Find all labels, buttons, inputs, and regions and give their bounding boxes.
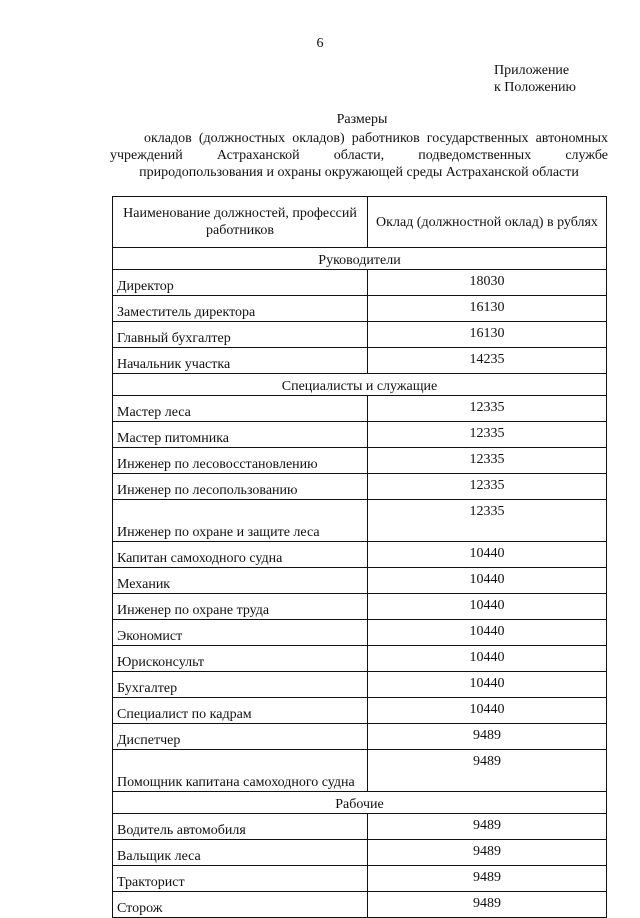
position-name: Специалист по кадрам [113,698,368,724]
position-name: Вальщик леса [113,840,368,866]
position-name: Инженер по лесовосстановлению [113,448,368,474]
table-row [113,322,607,348]
position-name: Механик [113,568,368,594]
salary-value: 10440 [368,568,607,594]
section-title: Специалисты и служащие [113,374,607,396]
table-row [113,422,607,448]
column-header-position: Наименование должностей, профессий работников [113,197,368,248]
position-name: Бухгалтер [113,672,368,698]
salary-value: 10440 [368,698,607,724]
position-name: Мастер леса [113,396,368,422]
table-row [113,866,607,892]
section-row [113,248,607,270]
table-row [113,646,607,672]
table-row [113,724,607,750]
section-row [113,374,607,396]
salary-value: 9489 [368,866,607,892]
salary-value: 12335 [368,396,607,422]
table-row [113,500,607,542]
salary-table [112,196,607,918]
position-name: Инженер по охране труда [113,594,368,620]
salary-value: 9489 [368,724,607,750]
table-row [113,620,607,646]
salary-value: 12335 [368,448,607,474]
section-title: Руководители [113,248,607,270]
salary-value: 14235 [368,348,607,374]
position-name: Начальник участка [113,348,368,374]
position-name: Водитель автомобиля [113,814,368,840]
table-row [113,396,607,422]
position-name: Тракторист [113,866,368,892]
salary-value: 10440 [368,594,607,620]
section-row [113,792,607,814]
table-row [113,814,607,840]
salary-value: 12335 [368,500,607,542]
table-header-row [113,197,607,248]
document-title: Размеры [336,112,388,127]
salary-value: 10440 [368,672,607,698]
position-name: Заместитель директора [113,296,368,322]
table-row [113,270,607,296]
salary-value: 10440 [368,620,607,646]
salary-value: 18030 [368,270,607,296]
salary-value: 16130 [368,322,607,348]
table-row [113,750,607,792]
table-body [113,248,607,918]
table-row [113,448,607,474]
table-row [113,296,607,322]
salary-value: 9489 [368,814,607,840]
salary-value: 9489 [368,892,607,918]
column-header-salary: Оклад (должностной оклад) в рублях [368,197,607,248]
salary-value: 10440 [368,542,607,568]
page-number: 6 [316,36,324,51]
position-name: Инженер по охране и защите леса [113,500,368,542]
position-name: Помощник капитана самоходного судна [113,750,368,792]
table-row [113,840,607,866]
table-row [113,672,607,698]
position-name: Директор [113,270,368,296]
position-name: Экономист [113,620,368,646]
appendix-line-1: Приложение [494,63,570,78]
appendix-line-2: к Положению [494,80,577,95]
salary-value: 9489 [368,840,607,866]
position-name: Сторож [113,892,368,918]
table-row [113,568,607,594]
document-subtitle: окладов (должностных окладов) работников государственных автономных учреждений Астраханской области, подведомственных службе природопользования и охраны окружающей среды Астраханской области [110,131,608,180]
position-name: Инженер по лесопользованию [113,474,368,500]
position-name: Капитан самоходного судна [113,542,368,568]
table-row [113,348,607,374]
salary-value: 12335 [368,474,607,500]
table-row [113,474,607,500]
position-name: Мастер питомника [113,422,368,448]
salary-value: 12335 [368,422,607,448]
salary-value: 10440 [368,646,607,672]
table-row [113,594,607,620]
position-name: Главный бухгалтер [113,322,368,348]
salary-value: 9489 [368,750,607,792]
table-row [113,542,607,568]
position-name: Диспетчер [113,724,368,750]
appendix-note [494,62,576,96]
salary-value: 16130 [368,296,607,322]
position-name: Юрисконсульт [113,646,368,672]
section-title: Рабочие [113,792,607,814]
table-row [113,698,607,724]
